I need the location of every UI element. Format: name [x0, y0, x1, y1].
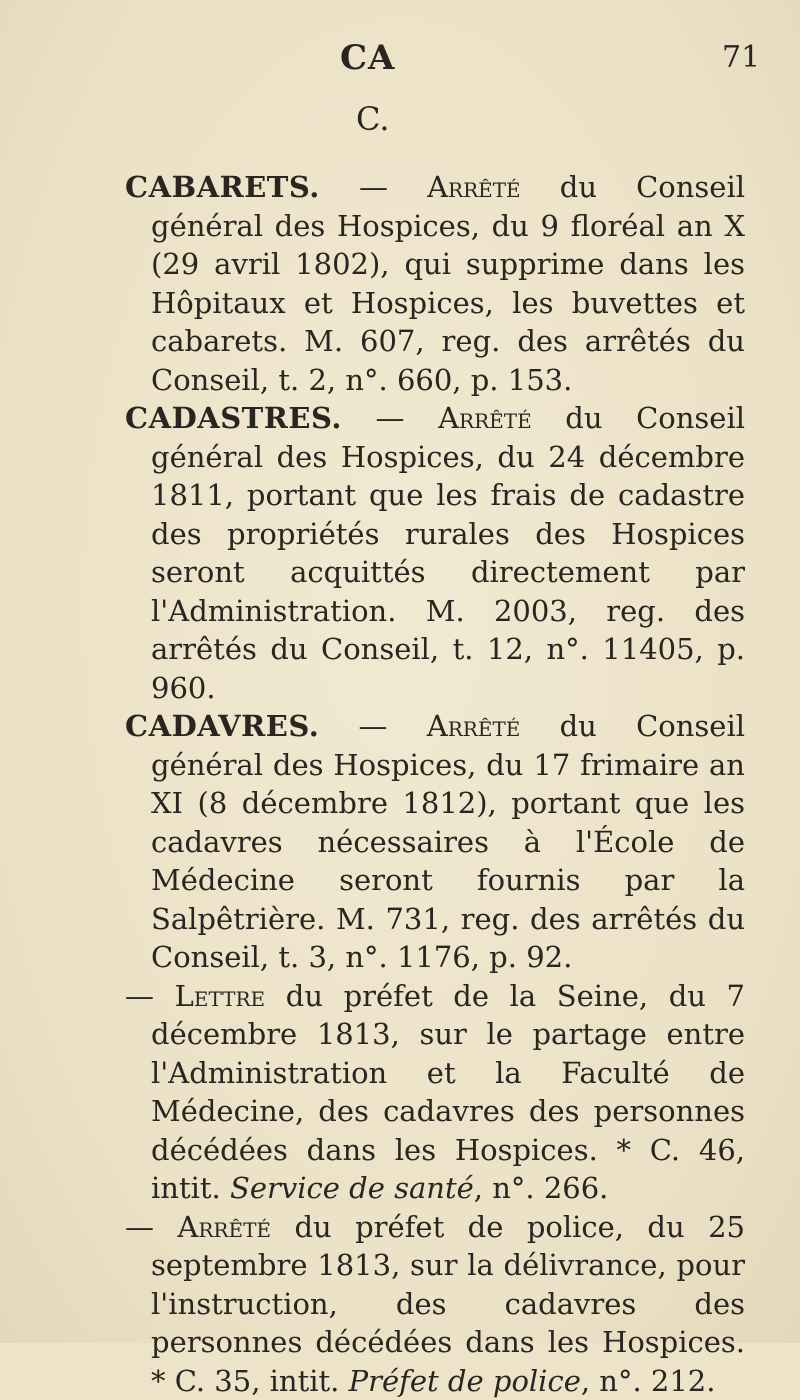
- entry-text: du Conseil général des Hospices, du 17 frimaire an XI (8 décembre 1812), portant que les cadavres nécessaires à l'École de Médecine seront fournis par la Salpêtrière. M. 731, reg. des arrêtés du Conseil, t. 3, n°. 1176, p. 92.: [151, 709, 745, 974]
- section-letter: C.: [356, 100, 390, 138]
- entries-list: [125, 168, 745, 1400]
- entry-italic-title: Service de santé: [230, 1171, 474, 1205]
- entry-dash: —: [342, 401, 438, 435]
- entry-cadavres-arrete-police: [125, 1208, 745, 1400]
- entry-dash: —: [319, 709, 426, 743]
- entry-headword: CADASTRES.: [125, 401, 342, 435]
- entry-dash: —: [125, 1210, 177, 1244]
- running-head: [0, 38, 800, 78]
- entry-text: du préfet de la Seine, du 7 décembre 1813, sur le partage entre l'Administration et la Faculté de Médecine, des cadavres des personnes décédées dans les Hospices. * C. 46, intit.: [151, 979, 745, 1206]
- running-head-title: CA: [340, 38, 395, 78]
- page-number: 71: [722, 40, 760, 75]
- entry-cadastres: [125, 399, 745, 707]
- entry-act-type: Arrêté: [427, 709, 521, 743]
- entry-text: du préfet de police, du 25 septembre 1813, sur la délivrance, pour l'instruction, des cadavres des personnes décédées dans les Hospices. * C. 35, intit.: [151, 1210, 745, 1398]
- entry-headword: CABARETS.: [125, 170, 320, 204]
- entry-act-type: Arrêté: [438, 401, 532, 435]
- entry-act-type: Arrêté: [177, 1210, 271, 1244]
- entry-cadavres: [125, 707, 745, 977]
- entry-text: du Conseil général des Hospices, du 9 floréal an X (29 avril 1802), qui supprime dans les Hôpitaux et Hospices, les buvettes et cabarets. M. 607, reg. des arrêtés du Conseil, t. 2, n°. 660, p. 153.: [151, 170, 745, 397]
- entry-act-type: Lettre: [175, 979, 266, 1013]
- entry-cadavres-lettre: [125, 977, 745, 1208]
- entry-act-type: Arrêté: [427, 170, 521, 204]
- entry-text: du Conseil général des Hospices, du 24 décembre 1811, portant que les frais de cadastre des propriétés rurales des Hospices seront acquittés directement par l'Administration. M. 2003, reg. des arrêtés du Conseil, t. 12, n°. 11405, p. 960.: [151, 401, 745, 705]
- entry-dash: —: [125, 979, 175, 1013]
- entry-tail: , n°. 266.: [474, 1171, 609, 1205]
- entry-italic-title: Préfet de police: [349, 1364, 581, 1398]
- entry-dash: —: [320, 170, 427, 204]
- entry-cabarets: [125, 168, 745, 399]
- entry-tail: , n°. 212.: [581, 1364, 716, 1398]
- entry-headword: CADAVRES.: [125, 709, 319, 743]
